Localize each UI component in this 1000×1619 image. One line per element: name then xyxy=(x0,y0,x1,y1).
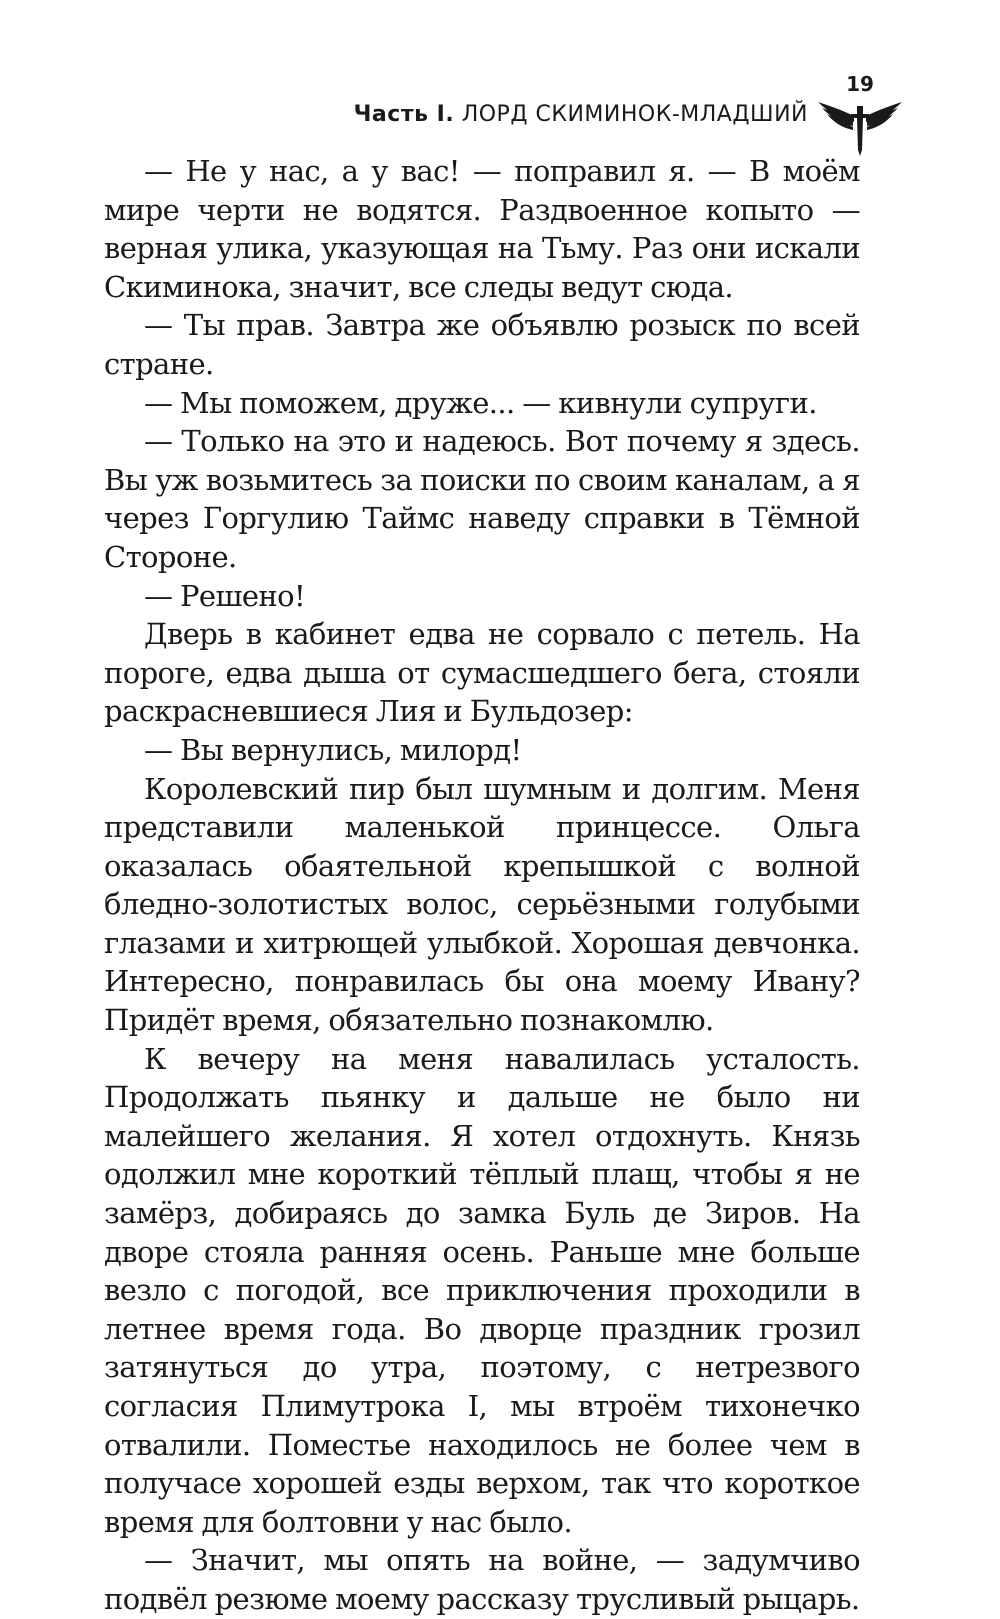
paragraph: — Мы поможем, друже... — кивнули супруги. xyxy=(144,385,817,420)
part-label: Часть I. xyxy=(353,102,455,127)
winged-sword-emblem-icon xyxy=(816,92,904,158)
paragraph: — Вы вернулись, милорд! xyxy=(144,732,522,767)
paragraph: Дверь в кабинет едва не сорвало с петель. На пороге, едва дыша от сумасшедшего бега, стояли раскрасневшиеся Лия и Бульдозер: xyxy=(104,617,860,729)
paragraph: Королевский пир был шумным и долгим. Меня представили маленькой принцессе. Ольга оказалась обаятельной крепышкой с волной бледно-золотистых волос, серьёзными голубыми глазами и хитрющей улыбкой. Хорошая девчонка. Интересно, понравилась бы она моему Ивану? Придёт время, обязательно познакомлю. xyxy=(104,771,860,1038)
running-header xyxy=(354,102,808,127)
paragraph: К вечеру на меня навалилась усталость. Продолжать пьянку и дальше не было ни малейшего желания. Я хотел отдохнуть. Князь одолжил мне короткий тёплый плащ, чтобы я не замёрз, добираясь до замка Буль де Зиров. На дворе стояла ранняя осень. Раньше мне больше везло с погодой, все приключения проходили в летнее время года. Во дворце праздник грозил затянуться до утра, поэтому, с нетрезвого согласия Плимутрока I, мы втроём тихонечко отвалили. Поместье находилось не более чем в получасе хорошей езды верхом, так что короткое время для болтовни у нас было. xyxy=(104,1041,860,1539)
paragraph: — Ты прав. Завтра же объявлю розыск по всей стране. xyxy=(104,308,860,381)
text-body xyxy=(104,152,860,1619)
paragraph: — Значит, мы опять на войне, — задумчиво подвёл резюме моему рассказу трусливый рыцарь. xyxy=(104,1543,860,1616)
page-number: 19 xyxy=(846,72,874,96)
chapter-title: ЛОРД СКИМИНОК-МЛАДШИЙ xyxy=(461,102,808,127)
paragraph: — Решено! xyxy=(144,578,306,613)
paragraph: — Только на это и надеюсь. Вот почему я здесь. Вы уж возьмитесь за поиски по своим каналам, а я через Горгулию Таймс наведу справки в Тёмной Стороне. xyxy=(104,424,860,574)
paragraph: — Не у нас, а у вас! — поправил я. — В моём мире черти не водятся. Раздвоенное копыто — верная улика, указующая на Тьму. Раз они искали Скиминока, значит, все следы ведут сюда. xyxy=(104,154,860,304)
